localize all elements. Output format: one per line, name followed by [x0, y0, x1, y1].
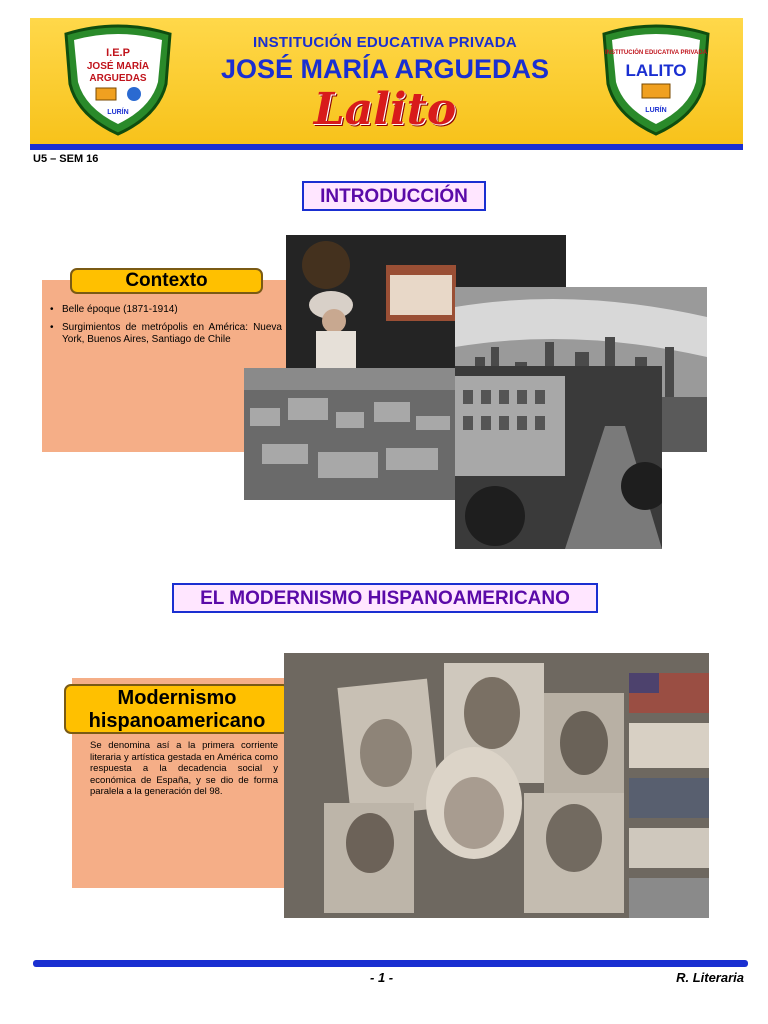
institution-line: INSTITUCIÓN EDUCATIVA PRIVADA	[253, 34, 517, 51]
footer-rule	[33, 960, 748, 967]
modernism-label-line2: hispanoamericano	[88, 710, 266, 732]
modernism-description: Se denomina así a la primera corriente literaria y artística gestada en América como respuesta a la decadencia social y económica de España, y se dio de forma paralela a la generación del 98.	[90, 740, 278, 797]
context-bullet: • Belle époque (1871-1914)	[48, 304, 282, 316]
school-name: JOSÉ MARÍA ARGUEDAS	[220, 54, 550, 84]
svg-text:JOSÉ MARÍA: JOSÉ MARÍA	[86, 61, 150, 72]
section-title-introduccion: INTRODUCCIÓN	[302, 181, 486, 211]
svg-text:ARGUEDAS: ARGUEDAS	[89, 73, 147, 84]
modernism-label-line1: Modernismo	[117, 687, 237, 709]
modernism-label	[64, 684, 290, 734]
header-rule	[30, 144, 743, 150]
context-bullet: • Surgimientos de metrópolis en América: Nueva York, Buenos Aires, Santiago de Chile	[48, 322, 282, 346]
svg-text:LURÍN: LURÍN	[645, 107, 667, 114]
context-label: Contexto	[70, 268, 263, 294]
course-label: R. Literaria	[676, 970, 744, 985]
svg-text:LALITO: LALITO	[625, 61, 687, 80]
svg-text:I.E.P: I.E.P	[106, 47, 130, 59]
svg-text:INSTITUCIÓN EDUCATIVA PRIVADA: INSTITUCIÓN EDUCATIVA PRIVADA	[604, 50, 708, 56]
header-banner	[30, 18, 743, 146]
school-crest-logo	[58, 24, 178, 136]
school-script-name: Lalito	[313, 84, 457, 135]
santiago-city-photo	[244, 368, 458, 500]
svg-text:LURÍN: LURÍN	[107, 109, 129, 116]
context-list	[48, 304, 282, 352]
section-title-modernismo: EL MODERNISMO HISPANOAMERICANO	[172, 583, 598, 613]
buenos-aires-street-photo	[455, 366, 662, 549]
lalito-crest-logo	[596, 24, 716, 136]
page-number: - 1 -	[370, 970, 394, 985]
unit-label: U5 – SEM 16	[33, 153, 99, 165]
modernist-authors-collage	[284, 653, 709, 918]
